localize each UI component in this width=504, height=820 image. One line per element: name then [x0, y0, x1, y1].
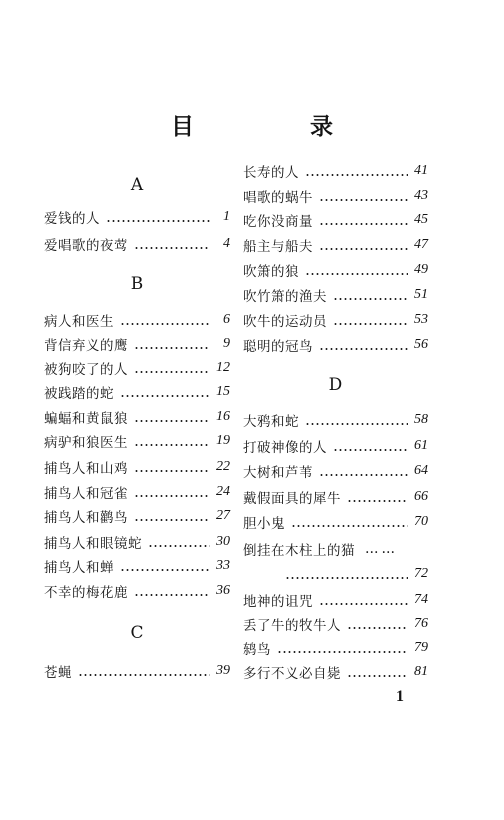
entry-title: 吹箫的狼 [243, 264, 299, 280]
entry-page: 12 [216, 360, 230, 375]
toc-entry[interactable] [243, 510, 428, 534]
toc-entry[interactable] [44, 504, 230, 528]
entry-title: 被践踏的蛇 [44, 386, 114, 402]
entry-title: 捕鸟人和眼镜蛇 [44, 536, 142, 552]
entry-title: 大鸦和蛇 [243, 414, 299, 430]
dot-leader [305, 273, 408, 275]
entry-title: 背信弃义的鹰 [44, 338, 128, 354]
entry-title: 捕鸟人和冠雀 [44, 486, 128, 502]
entry-title: 吃你没商量 [243, 214, 313, 230]
toc-entry[interactable] [44, 579, 230, 603]
toc-entry[interactable] [243, 184, 428, 208]
entry-page: 51 [414, 287, 428, 302]
entry-title: 胆小鬼 [243, 516, 285, 532]
toc-entry[interactable] [44, 659, 230, 683]
entry-page: 70 [414, 514, 428, 529]
entry-title: 捕鸟人和山鸡 [44, 461, 128, 477]
dot-leader [277, 651, 408, 653]
entry-page: 36 [216, 583, 230, 598]
toc-entry[interactable] [44, 356, 230, 380]
entry-page: 33 [216, 558, 230, 573]
entry-title: 病驴和狼医生 [44, 435, 128, 451]
entry-title: 吹竹箫的渔夫 [243, 289, 327, 305]
toc-entry[interactable] [243, 408, 428, 432]
entry-page: 81 [414, 664, 428, 679]
entry-page: 61 [414, 438, 428, 453]
dot-leader [134, 247, 210, 249]
entry-page: 45 [414, 212, 428, 227]
dot-leader [319, 474, 408, 476]
entry-title: 聪明的冠鸟 [243, 339, 313, 355]
toc-entry-continuation[interactable] [243, 562, 428, 586]
section-heading-b: B [130, 274, 144, 294]
entry-title: 多行不义必自毙 [243, 666, 341, 682]
dot-leader [78, 674, 210, 676]
entry-title: 吹牛的运动员 [243, 314, 327, 330]
entry-page: 43 [414, 188, 428, 203]
dot-leader [134, 470, 210, 472]
entry-page: 27 [216, 508, 230, 523]
entry-page: 74 [414, 592, 428, 607]
entry-page: 16 [216, 409, 230, 424]
entry-page: 19 [216, 433, 230, 448]
toc-entry[interactable] [44, 455, 230, 479]
entry-page: 49 [414, 262, 428, 277]
toc-entry[interactable] [243, 258, 428, 282]
toc-entry[interactable] [243, 588, 428, 612]
toc-entry[interactable] [243, 434, 428, 458]
toc-entry[interactable] [44, 480, 230, 504]
dot-leader [134, 594, 210, 596]
entry-title: 苍蝇 [44, 665, 72, 681]
dot-leader [319, 248, 408, 250]
toc-entry[interactable] [243, 208, 428, 232]
dot-leader [134, 495, 210, 497]
entry-page: 56 [414, 337, 428, 352]
entry-page: 22 [216, 459, 230, 474]
entry-title: 鸫鸟 [243, 642, 271, 658]
dot-leader [134, 371, 210, 373]
toc-entry[interactable] [243, 283, 428, 307]
entry-page: 39 [216, 663, 230, 678]
dot-leader [120, 569, 210, 571]
dot-leader [319, 348, 408, 350]
dot-leader [319, 603, 408, 605]
toc-entry[interactable] [243, 333, 428, 357]
entry-page: 66 [414, 489, 428, 504]
entry-title: 打破神像的人 [243, 440, 327, 456]
dot-leader [333, 298, 408, 300]
dot-leader [347, 675, 408, 677]
entry-title: 捕鸟人和蝉 [44, 560, 114, 576]
entry-page: 47 [414, 237, 428, 252]
section-heading-d: D [328, 375, 343, 395]
dot-leader [148, 545, 210, 547]
entry-title: 捕鸟人和鹳鸟 [44, 510, 128, 526]
toc-entry[interactable] [44, 332, 230, 356]
toc-entry[interactable] [243, 636, 428, 660]
entry-title: 被狗咬了的人 [44, 362, 128, 378]
toc-entry[interactable] [243, 308, 428, 332]
dot-leader [134, 444, 210, 446]
dot-leader [319, 199, 408, 201]
entry-page: 6 [223, 312, 230, 327]
dot-leader [333, 323, 408, 325]
section-heading-c: C [130, 623, 144, 643]
toc-entry[interactable] [44, 232, 230, 256]
entry-page: 76 [414, 616, 428, 631]
entry-page: 79 [414, 640, 428, 655]
dot-leader [319, 223, 408, 225]
toc-entry[interactable] [243, 537, 428, 561]
entry-title: 大树和芦苇 [243, 465, 313, 481]
entry-page: 41 [414, 163, 428, 178]
entry-title: 病人和医生 [44, 314, 114, 330]
toc-entry[interactable] [44, 205, 230, 229]
entry-title: 爱钱的人 [44, 211, 100, 227]
toc-entry[interactable] [243, 459, 428, 483]
entry-title: 丢了牛的牧牛人 [243, 618, 341, 634]
toc-entry[interactable] [44, 429, 230, 453]
dot-leader [134, 519, 210, 521]
entry-title: 蝙蝠和黄鼠狼 [44, 411, 128, 427]
page-title: 目 录 [170, 114, 387, 140]
entry-title: 船主与船夫 [243, 239, 313, 255]
toc-entry[interactable] [243, 485, 428, 509]
entry-page: 30 [216, 534, 230, 549]
section-heading-a: A [130, 175, 144, 195]
toc-entry[interactable] [44, 380, 230, 404]
entry-page: 24 [216, 484, 230, 499]
entry-page: 58 [414, 412, 428, 427]
entry-page: 64 [414, 463, 428, 478]
entry-title: 戴假面具的犀牛 [243, 491, 341, 507]
entry-title: 唱歌的蜗牛 [243, 190, 313, 206]
entry-page: 53 [414, 312, 428, 327]
dot-leader [347, 500, 408, 502]
entry-page: 15 [216, 384, 230, 399]
dot-leader [120, 395, 210, 397]
entry-title: 倒挂在木柱上的猫 [243, 543, 355, 559]
dot-leader [134, 347, 210, 349]
dot-leader [120, 323, 210, 325]
dot-leader [285, 577, 408, 579]
entry-page: 72 [414, 566, 428, 581]
toc-entry[interactable] [243, 660, 428, 684]
toc-entry[interactable] [243, 159, 428, 183]
toc-entry[interactable] [44, 554, 230, 578]
entry-page: 1 [223, 209, 230, 224]
entry-title: 长寿的人 [243, 165, 299, 181]
dot-leader [291, 525, 408, 527]
entry-title: 不幸的梅花鹿 [44, 585, 128, 601]
toc-entry[interactable] [44, 530, 230, 554]
toc-entry[interactable] [44, 308, 230, 332]
entry-page: 4 [223, 236, 230, 251]
toc-entry[interactable] [243, 233, 428, 257]
toc-entry[interactable] [243, 612, 428, 636]
toc-entry[interactable] [44, 405, 230, 429]
dot-leader [333, 449, 408, 451]
entry-title: 爱唱歌的夜莺 [44, 238, 128, 254]
dot-leader [305, 174, 408, 176]
entry-title: 地神的诅咒 [243, 594, 313, 610]
page-number: 1 [396, 688, 404, 705]
dot-leader [347, 627, 408, 629]
dot-leader: …… [365, 541, 398, 557]
dot-leader [106, 220, 210, 222]
entry-page: 9 [223, 336, 230, 351]
dot-leader [305, 423, 408, 425]
dot-leader [134, 420, 210, 422]
